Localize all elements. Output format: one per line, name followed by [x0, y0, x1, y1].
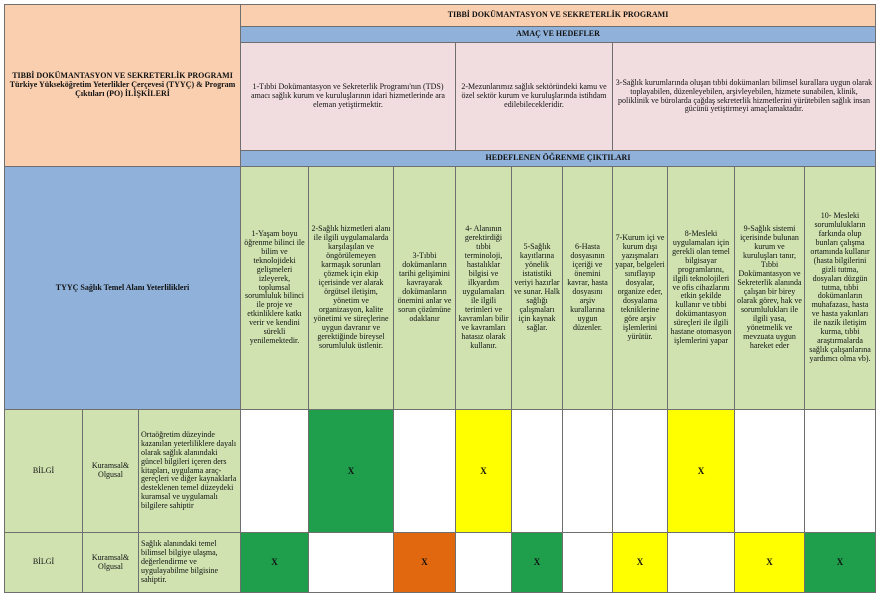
tyyc-title-cell	[5, 167, 241, 410]
program-matrix-table	[4, 4, 876, 593]
mark: X	[533, 557, 541, 568]
mark: X	[347, 465, 355, 476]
row-1-cell-2	[309, 410, 394, 533]
row-2-cell-4	[456, 533, 512, 593]
outcome-10	[805, 167, 876, 410]
row-2-subcategory	[83, 533, 139, 593]
outcome-6-text: 6-Hasta dosyasının içeriği ve önemini kavrar, hasta dosyasını arşiv kurallarına uygun düzenler.	[567, 242, 608, 332]
outcome-2-text: 2-Sağlık hizmetleri alanı ile ilgili uygulamalarda karşılaşılan ve öngörülemeyen karmaşık sorunları çözmek için ekip içerisinde ver alarak örgütsel iletişim, yönetim ve organizasyon, kalite yönetimi ve süreçlerine uygun davranır ve gerektiğinde bireysel sorumluluk üstlenir.	[311, 224, 391, 350]
outcome-10-text: 10- Mesleki sorumlulukların farkında olup bunları çalışma ortamında kullanır (hasta bilgilerini gizli tutma, dosyaları düzgün tutma, tıbbi dokümanların muhafazası, hasta ve hasta yakınları ile nazik iletişim kurma, tıbbi araştırmalarda sağlık çalışanlarına yardımcı olma vb).	[809, 210, 871, 364]
row-2-cell-10	[805, 533, 876, 593]
mark: X	[271, 557, 278, 568]
table-row	[5, 410, 876, 533]
tyyc-title: TYYÇ Sağlık Temel Alanı Yeterlilikleri	[55, 282, 190, 292]
row-1-category-text: BİLGİ	[32, 465, 55, 475]
outcome-9-text: 9-Sağlık sistemi içerisinde bulunan kurum ve kuruluşları tanır, Tıbbi Dokümantasyon ve Sekreterlik alanında çalışan bir birey olarak görev, hak ve sorumlulukları ile ilgili yasa, yönetmelik ve mevzuata uygun hareket eder	[737, 224, 802, 350]
goal-3	[613, 43, 876, 151]
program-title-cell	[241, 5, 876, 27]
row-2-cell-3	[394, 533, 456, 593]
goal-1	[241, 43, 456, 151]
outcome-4	[456, 167, 512, 410]
row-1-subcategory	[83, 410, 139, 533]
row-2-cell-9	[735, 533, 805, 593]
outcome-8	[668, 167, 735, 410]
row-1-cell-5	[512, 410, 563, 533]
mark: X	[697, 465, 705, 476]
row-1-cell-10	[805, 410, 876, 533]
mark: X	[480, 465, 487, 476]
row-2-cell-1	[241, 533, 309, 593]
purpose-header	[241, 27, 876, 43]
row-1-cell-6	[563, 410, 613, 533]
row-1-cell-3	[394, 410, 456, 533]
outcome-3-text: 3-Tıbbi dokümanların tarihi gelişimini kavrayarak dokümanların önemini anlar ve sorun çözümüne odaklanır	[397, 251, 452, 323]
mark: X	[636, 557, 644, 568]
goal-1-text: 1-Tıbbi Dokümantasyon ve Sekreterlik Programı'nın (TDS) amacı sağlık kurum ve kuruluşlarının idari hizmetlerinde ara eleman yetiştirmektir.	[251, 82, 445, 109]
goal-2-text: 2-Mezunlarımız sağlık sektöründeki kamu ve özel sektör kurum ve kuruluşlarında istihdam edilebilecekleridir.	[461, 82, 607, 109]
row-1-cell-1	[241, 410, 309, 533]
outcomes-title: HEDEFLENEN ÖĞRENME ÇIKTILARI	[485, 153, 631, 163]
row-2-cell-8	[668, 533, 735, 593]
outcome-5	[512, 167, 563, 410]
outcome-1-text: 1-Yaşam boyu öğrenme bilinci ile bilim ve teknolojideki gelişmeleri izleyerek, toplumsal sorumluluk bilinci ile proje ve etkinliklere katkı verir ve kendini sürekli yenilemektedir.	[244, 228, 305, 346]
row-2-category	[5, 533, 83, 593]
row-2-cell-2	[309, 533, 394, 593]
goal-3-text: 3-Sağlık kurumlarında oluşan tıbbi dokümanları bilimsel kurallara uygun olarak toplayabilen, düzenleyebilen, arşivleyebilen, hizmete sunabilen, klinik, poliklinik ve bürolarda çağdaş sekreterlik hizmetlerini yürütebilen sağlık insan gücünü yetiştirmeyi amaçlamaktadır.	[615, 77, 873, 114]
matrix-title-cell	[5, 5, 241, 167]
row-2-cell-7	[613, 533, 668, 593]
row-1-cell-4	[456, 410, 512, 533]
outcome-5-text: 5-Sağlık kayıtlarına yönelik istatistiki veriyi hazırlar ve sunar. Halk sağlığı çalışmaları için kaynak sağlar.	[514, 242, 560, 332]
row-2-description-text: Sağlık alanındaki temel bilimsel bilgiye ulaşma, değerlendirme ve uygulayabilme bilgisine sahiptir.	[141, 539, 219, 584]
outcome-4-text: 4- Alanının gerektirdiği tıbbi terminoloji, hastalıklar bilgisi ve ilkyardım uygulamaları ile ilgili terimleri ve kavramları bilir ve kavramları hatasız olarak kullanır.	[458, 224, 509, 350]
mark: X	[836, 557, 844, 568]
row-2-cell-6	[563, 533, 613, 593]
row-1-cell-7	[613, 410, 668, 533]
table-row	[5, 533, 876, 593]
program-title: TIBBİ DOKÜMANTASYON VE SEKRETERLİK PROGRAMI	[447, 10, 669, 20]
row-2-description	[139, 533, 241, 593]
row-2-cell-5	[512, 533, 563, 593]
mark: X	[421, 557, 428, 568]
outcome-9	[735, 167, 805, 410]
row-1-subcategory-text: Kuramsal& Olgusal	[91, 461, 130, 479]
row-1-description-text: Ortaöğretim düzeyinde kazanılan yeterliliklere dayalı olarak sağlık alanındaki güncel bilgileri içeren ders kitapları, uygulama araç-gereçleri ve diğer kaynaklarla desteklenen temel düzeydeki kuramsal ve uygulamalı bilgilere sahiptir	[141, 429, 237, 511]
outcome-7-text: 7-Kurum içi ve kurum dışı yazışmaları yapar, belgeleri sınıflayıp dosyalar, organize eder, dosyalama tekniklerine göre arşiv işlemlerini yürütür.	[615, 233, 665, 341]
row-2-subcategory-text: Kuramsal& Olgusal	[91, 552, 130, 571]
outcome-1	[241, 167, 309, 410]
outcome-7	[613, 167, 668, 410]
row-1-cell-9	[735, 410, 805, 533]
row-1-cell-8	[668, 410, 735, 533]
mark: X	[766, 557, 773, 568]
outcome-8-text: 8-Mesleki uygulamaları için gerekli olan temel bilgisayar programlarını, ilgili teknolojileri ve ofis cihazlarını etkin şekilde kullanır ve tıbbi dokümantasyon süreçleri ile ilgili hastane otomasyon işlemlerini yapar	[670, 228, 732, 346]
matrix-title: TIBBİ DOKÜMANTASYON VE SEKRETERLİK PROGRAMI Türkiye Yükseköğretim Yeterlikler Çerçevesi (TYYÇ) & Program Çıktıları (PO) İLİŞKİLERİ	[9, 71, 236, 98]
outcome-6	[563, 167, 613, 410]
outcome-3	[394, 167, 456, 410]
outcome-2	[309, 167, 394, 410]
goal-2	[456, 43, 613, 151]
row-1-description	[139, 410, 241, 533]
row-1-category	[5, 410, 83, 533]
purpose-title: AMAÇ VE HEDEFLER	[516, 29, 600, 39]
outcomes-header	[241, 151, 876, 167]
row-2-category-text: BİLGİ	[32, 557, 55, 567]
